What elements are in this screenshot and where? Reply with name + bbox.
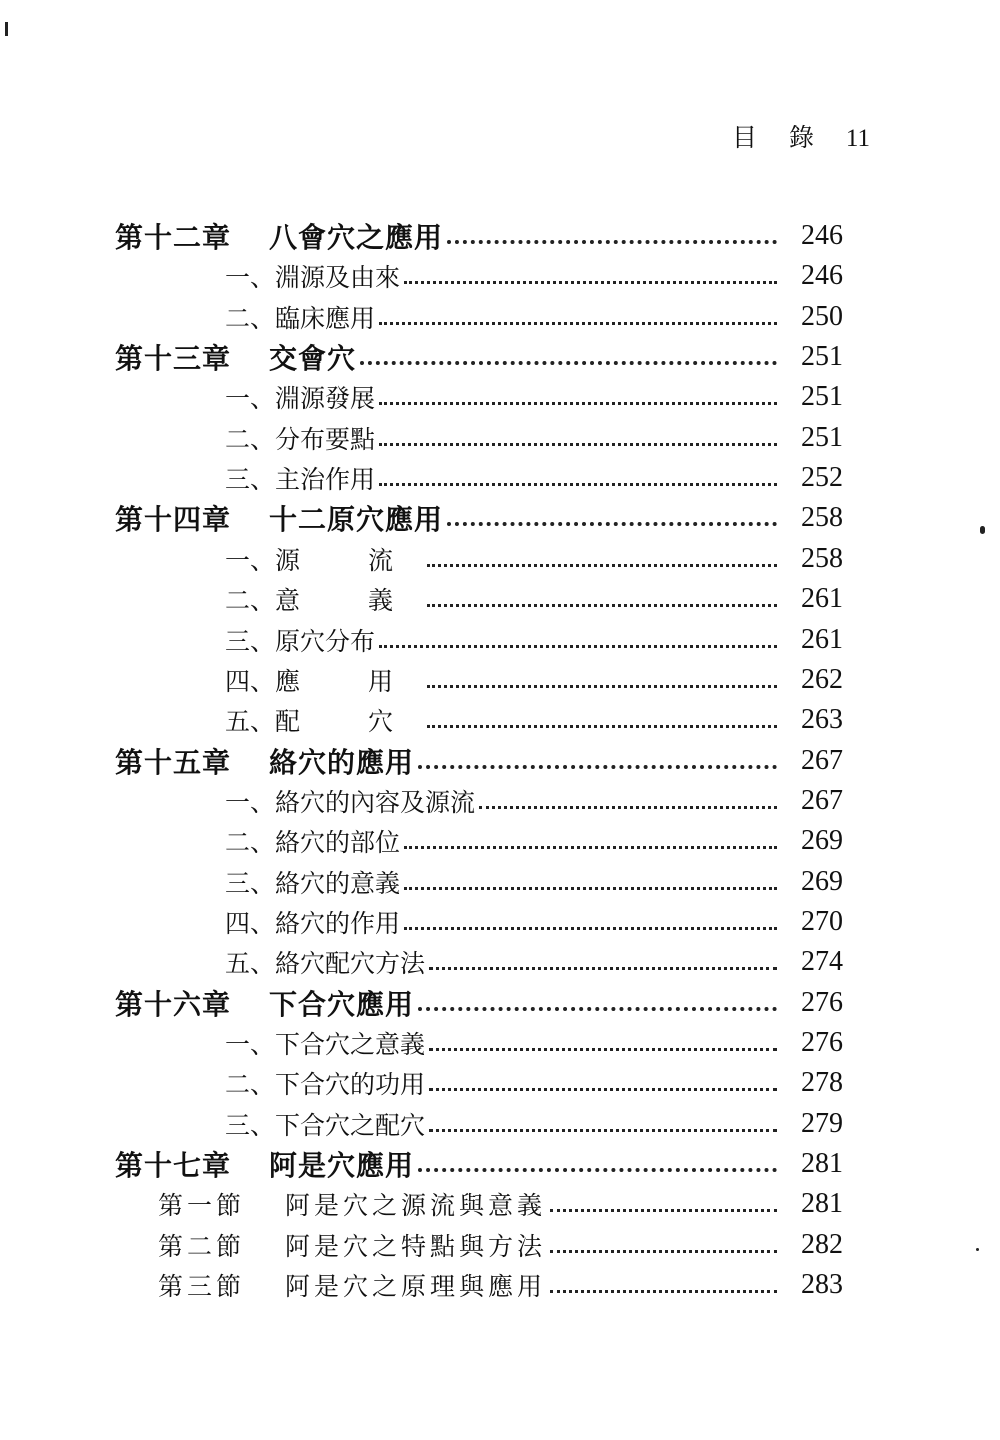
toc-section-row <box>225 781 843 821</box>
page-number: 251 <box>801 422 843 453</box>
section-title: 絡穴的部位 <box>275 828 401 857</box>
dot-leader <box>550 1265 777 1305</box>
section-title: 下合穴之配穴 <box>275 1111 426 1140</box>
section-number: 一、 <box>225 263 276 292</box>
toc-section-row <box>225 700 843 740</box>
dot-leader <box>447 498 777 538</box>
dot-leader <box>404 256 777 296</box>
section-title: 源 流 <box>275 546 423 575</box>
toc-chapter-row <box>115 983 843 1023</box>
chapter-title: 阿是穴應用 <box>269 1150 415 1181</box>
scan-mark <box>976 1248 979 1251</box>
toc-entry-title <box>225 420 375 456</box>
toc-node-row <box>158 1184 843 1224</box>
page-number: 258 <box>801 502 843 533</box>
page-number: 281 <box>801 1188 843 1219</box>
dot-leader <box>379 458 777 498</box>
page-number: 276 <box>801 1027 843 1058</box>
section-number: 一、 <box>225 546 276 575</box>
dot-leader <box>404 902 777 942</box>
chapter-title: 下合穴應用 <box>269 989 415 1020</box>
toc-entry-title <box>158 1267 546 1303</box>
section-number: 一、 <box>225 384 276 413</box>
dot-leader <box>429 1104 777 1144</box>
dot-leader <box>418 741 777 781</box>
toc-section-row <box>225 579 843 619</box>
page-header <box>700 118 870 154</box>
page-number: 267 <box>801 745 843 776</box>
dot-leader <box>404 821 777 861</box>
toc-entry-title <box>225 541 423 577</box>
chapter-title: 絡穴的應用 <box>269 747 415 778</box>
page-number: 250 <box>801 301 843 332</box>
section-number: 二、 <box>225 586 276 615</box>
section-title: 絡穴的意義 <box>275 869 401 898</box>
dot-leader <box>360 337 777 377</box>
page-number: 279 <box>801 1108 843 1139</box>
toc-section-row <box>225 256 843 296</box>
toc-entry-title <box>115 1144 414 1184</box>
toc-chapter-row <box>115 741 843 781</box>
chapter-label: 第十三章 <box>115 343 232 374</box>
section-number: 二、 <box>225 304 276 333</box>
page-number: 278 <box>801 1067 843 1098</box>
toc-entry-title <box>225 702 423 738</box>
section-number: 一、 <box>225 788 276 817</box>
page-number: 281 <box>801 1148 843 1179</box>
toc-entry-title <box>225 258 400 294</box>
section-title: 分布要點 <box>275 425 376 454</box>
page-number: 282 <box>801 1229 843 1260</box>
dot-leader <box>418 1144 777 1184</box>
toc-section-row <box>225 1023 843 1063</box>
toc-entry-title <box>225 944 425 980</box>
toc-entry-title <box>115 337 356 377</box>
toc-section-row <box>225 902 843 942</box>
toc-section-row <box>225 821 843 861</box>
toc-section-row <box>225 539 843 579</box>
dot-leader <box>418 983 777 1023</box>
chapter-label: 第十七章 <box>115 1150 232 1181</box>
page-number: 246 <box>801 220 843 251</box>
section-title: 配 穴 <box>275 707 423 736</box>
toc-entry-title <box>225 904 400 940</box>
page-number: 251 <box>801 381 843 412</box>
dot-leader <box>479 781 777 821</box>
page-number: 246 <box>801 260 843 291</box>
section-number: 四、 <box>225 667 276 696</box>
section-title: 淵源發展 <box>275 384 376 413</box>
toc-entry-title <box>225 379 375 415</box>
chapter-label: 第十六章 <box>115 989 232 1020</box>
chapter-label: 第十四章 <box>115 504 232 535</box>
dot-leader <box>447 216 777 256</box>
page-number: 269 <box>801 866 843 897</box>
section-number: 五、 <box>225 707 276 736</box>
dot-leader <box>379 297 777 337</box>
toc-chapter-row <box>115 337 843 377</box>
dot-leader <box>427 539 777 579</box>
toc-entry-title <box>225 299 375 335</box>
toc-entry-title <box>115 216 443 256</box>
dot-leader <box>429 942 777 982</box>
dot-leader <box>429 1023 777 1063</box>
toc-node-row <box>158 1225 843 1265</box>
toc-section-row <box>225 458 843 498</box>
toc-section-row <box>225 620 843 660</box>
toc-entry-title <box>115 741 414 781</box>
toc-entry-title <box>225 864 400 900</box>
section-number: 三、 <box>225 465 276 494</box>
dot-leader <box>427 579 777 619</box>
section-title: 應 用 <box>275 667 423 696</box>
section-number: 三、 <box>225 1111 276 1140</box>
toc-section-row <box>225 1104 843 1144</box>
section-title: 下合穴之意義 <box>275 1030 426 1059</box>
toc-section-row <box>225 1063 843 1103</box>
page-number: 262 <box>801 664 843 695</box>
toc-chapter-row <box>115 216 843 256</box>
dot-leader <box>379 377 777 417</box>
toc-entry-title <box>225 783 475 819</box>
page-number: 270 <box>801 906 843 937</box>
toc-entry-title <box>225 1106 425 1142</box>
section-number: 四、 <box>225 909 276 938</box>
section-number: 一、 <box>225 1030 276 1059</box>
node-label: 第三節 <box>158 1272 246 1301</box>
section-title: 絡穴的作用 <box>275 909 401 938</box>
page-number: 283 <box>801 1269 843 1300</box>
page-number: 267 <box>801 785 843 816</box>
toc-entry-title <box>158 1227 546 1263</box>
toc-entry-title <box>225 622 375 658</box>
node-title: 阿是穴之源流與意義 <box>285 1191 547 1220</box>
page-number: 251 <box>801 341 843 372</box>
page-number: 252 <box>801 462 843 493</box>
toc-section-row <box>225 377 843 417</box>
section-number: 五、 <box>225 949 276 978</box>
toc-entry-title <box>225 460 375 496</box>
section-title: 下合穴的功用 <box>275 1070 426 1099</box>
page-number: 269 <box>801 825 843 856</box>
page-number: 274 <box>801 946 843 977</box>
toc-section-row <box>225 418 843 458</box>
header-page-number: 11 <box>845 125 870 152</box>
toc-entry-title <box>225 581 423 617</box>
dot-leader <box>427 700 777 740</box>
toc-entry-title <box>115 983 414 1023</box>
node-label: 第一節 <box>158 1191 246 1220</box>
toc-entry-title <box>115 498 443 538</box>
section-title: 臨床應用 <box>275 304 376 333</box>
section-title: 主治作用 <box>275 465 376 494</box>
page-number: 258 <box>801 543 843 574</box>
toc-entry-title <box>225 823 400 859</box>
chapter-title: 交會穴 <box>269 343 357 374</box>
toc-section-row <box>225 862 843 902</box>
toc-entry-title <box>225 1065 425 1101</box>
dot-leader <box>427 660 777 700</box>
dot-leader <box>379 620 777 660</box>
dot-leader <box>404 862 777 902</box>
section-number: 二、 <box>225 1070 276 1099</box>
section-number: 二、 <box>225 425 276 454</box>
section-number: 三、 <box>225 869 276 898</box>
section-number: 二、 <box>225 828 276 857</box>
section-title: 意 義 <box>275 586 423 615</box>
scan-mark <box>980 526 985 534</box>
header-title: 目 錄 <box>732 123 826 152</box>
page-number: 276 <box>801 987 843 1018</box>
toc-section-row <box>225 660 843 700</box>
node-title: 阿是穴之原理與應用 <box>285 1272 547 1301</box>
dot-leader <box>550 1184 777 1224</box>
section-title: 原穴分布 <box>275 627 376 656</box>
toc-chapter-row <box>115 498 843 538</box>
toc-chapter-row <box>115 1144 843 1184</box>
dot-leader <box>550 1225 777 1265</box>
toc-node-row <box>158 1265 843 1305</box>
chapter-label: 第十五章 <box>115 747 232 778</box>
dot-leader <box>429 1063 777 1103</box>
section-title: 絡穴的內容及源流 <box>275 788 476 817</box>
section-number: 三、 <box>225 627 276 656</box>
chapter-title: 八會穴之應用 <box>269 222 444 253</box>
node-label: 第二節 <box>158 1232 246 1261</box>
page-number: 261 <box>801 624 843 655</box>
node-title: 阿是穴之特點與方法 <box>285 1232 547 1261</box>
page-number: 261 <box>801 583 843 614</box>
page-number: 263 <box>801 704 843 735</box>
toc-section-row <box>225 297 843 337</box>
chapter-title: 十二原穴應用 <box>269 504 444 535</box>
toc-entry-title <box>225 1025 425 1061</box>
toc-entry-title <box>158 1186 546 1222</box>
section-title: 絡穴配穴方法 <box>275 949 426 978</box>
toc-section-row <box>225 942 843 982</box>
dot-leader <box>379 418 777 458</box>
toc-entry-title <box>225 662 423 698</box>
scan-mark <box>5 22 8 36</box>
chapter-label: 第十二章 <box>115 222 232 253</box>
section-title: 淵源及由來 <box>275 263 401 292</box>
